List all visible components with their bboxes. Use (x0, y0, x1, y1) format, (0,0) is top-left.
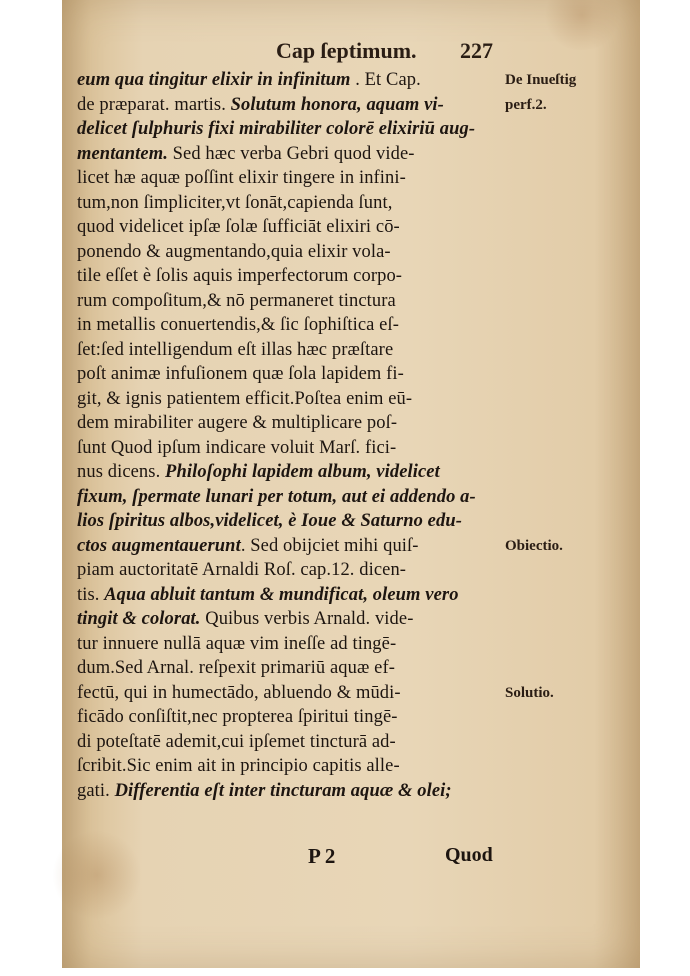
roman-text: dem mirabiliter augere & multiplicare poſ- (77, 413, 398, 433)
text-line (77, 656, 507, 681)
roman-text: rum compoſitum,& nō permaneret tinctura (77, 290, 396, 311)
text-line (77, 264, 507, 289)
text-line (77, 754, 507, 779)
roman-text: gati. (77, 780, 115, 801)
italic-text: Solutum honora, aquam vi- (230, 94, 444, 115)
catchword: Quod (445, 844, 493, 866)
roman-text: . Sed obijciet mihi quiſ- (240, 535, 419, 556)
italic-text: fixum, ſpermate lunari per totum, aut ei addendo a- (77, 486, 476, 507)
roman-text: dum.Sed Arnal. reſpexit primariū aquæ ef- (77, 658, 396, 678)
text-line (77, 68, 507, 93)
margin-note: Solutio. (505, 684, 554, 701)
roman-text: Sed hæc verba Gebri quod vide- (167, 143, 415, 164)
text-line (77, 485, 507, 510)
running-head: Cap ſeptimum. (276, 38, 417, 63)
roman-text: ficādo conſiſtit,nec propterea ſpiritui tingē- (77, 707, 398, 727)
italic-text: Differentia eſt inter tincturam aquæ & olei; (114, 780, 452, 801)
text-line (77, 338, 507, 363)
text-line (77, 93, 507, 118)
margin-note: perf.2. (505, 96, 547, 113)
roman-text: tis. (77, 584, 105, 605)
text-line (77, 681, 507, 706)
page-number: 227 (460, 38, 493, 63)
text-line (77, 436, 507, 461)
roman-text: di poteſtatē ademit,cui ipſemet tincturā ad- (77, 731, 396, 752)
italic-text: Philoſophi lapidem album, videlicet (165, 462, 440, 482)
signature-mark: P 2 (308, 844, 336, 868)
roman-text: poſt animæ infuſionem quæ ſola lapidem fi- (77, 364, 404, 384)
italic-text: eum qua tingitur elixir in infinitum (77, 70, 351, 90)
roman-text: in metallis conuertendis,& ſic ſophiſtica eſ- (77, 315, 399, 335)
text-line (77, 166, 507, 191)
text-line (77, 142, 507, 167)
roman-text: tum,non ſimpliciter,vt ſonāt,capienda ſunt, (77, 192, 393, 213)
text-line (77, 313, 507, 338)
book-page (62, 0, 640, 968)
roman-text: ponendo & augmentando,quia elixir vola- (77, 241, 391, 262)
roman-text: licet hæ aquæ poſſint elixir tingere in infini- (77, 168, 406, 188)
roman-text: ſcribit.Sic enim ait in principio capitis alle- (77, 756, 400, 776)
roman-text: tur innuere nullā aquæ vim ineſſe ad tingē- (77, 633, 397, 654)
roman-text: tile eſſet è ſolis aquis imperfectorum corpo- (77, 266, 403, 286)
italic-text: Aqua abluit tantum & mundificat, oleum vero (104, 584, 459, 605)
roman-text: git, & ignis patientem efficit.Poſtea enim eū- (77, 388, 413, 409)
text-line (77, 607, 507, 632)
text-line (77, 117, 507, 142)
text-line (77, 387, 507, 412)
roman-text: Quibus verbis Arnald. vide- (200, 609, 414, 629)
italic-text: mentantem. (77, 143, 168, 164)
body-text (77, 68, 507, 803)
roman-text: fectū, qui in humectādo, abluendo & mūdi- (77, 682, 401, 703)
text-line (77, 779, 507, 804)
roman-text: piam auctoritatē Arnaldi Roſ. cap.12. dicen- (77, 560, 407, 580)
text-line (77, 632, 507, 657)
text-line (77, 509, 507, 534)
roman-text: . Et Cap. (350, 70, 421, 90)
page-footer (62, 844, 640, 872)
text-line (77, 583, 507, 608)
margin-note: De Inueſtig (505, 72, 577, 88)
roman-text: de præparat. martis. (77, 94, 231, 115)
italic-text: lios ſpiritus albos,videlicet, è Ioue & Saturno edu- (77, 511, 462, 531)
text-line (77, 730, 507, 755)
margin-note: Obiectio. (505, 537, 563, 554)
italic-text: ctos augmentauerunt (77, 535, 241, 556)
text-line (77, 240, 507, 265)
text-line (77, 460, 507, 485)
text-line (77, 558, 507, 583)
italic-text: tingit & colorat. (77, 609, 201, 629)
text-line (77, 411, 507, 436)
roman-text: nus dicens. (77, 462, 166, 482)
text-line (77, 362, 507, 387)
text-line (77, 705, 507, 730)
roman-text: ſunt Quod ipſum indicare voluit Marſ. fici- (77, 437, 397, 458)
roman-text: quod videlicet ipſæ ſolæ ſufficiāt elixiri cō- (77, 217, 400, 237)
italic-text: delicet ſulphuris fixi mirabiliter colorē elixiriū aug- (77, 119, 476, 139)
page-header (62, 38, 640, 68)
text-line (77, 534, 507, 559)
text-line (77, 191, 507, 216)
text-line (77, 289, 507, 314)
text-line (77, 215, 507, 240)
roman-text: ſet:ſed intelligendum eſt illas hæc præſtare (77, 339, 394, 360)
